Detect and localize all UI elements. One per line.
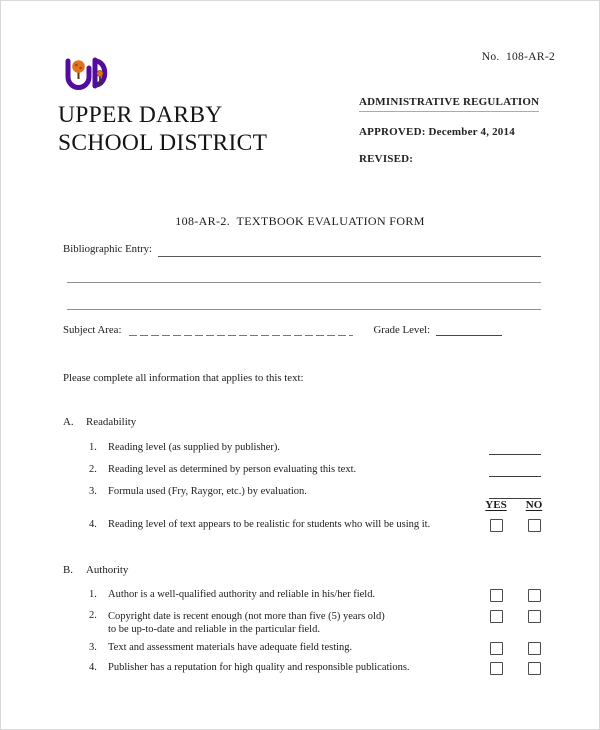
item-number: 1. [89, 589, 97, 600]
item-text: Text and assessment materials have adequate field testing. [108, 642, 353, 653]
district-name-line2: SCHOOL DISTRICT [58, 130, 268, 156]
no-checkbox[interactable] [528, 610, 541, 623]
item-text: Author is a well-qualified authority and reliable in his/her field. [108, 589, 376, 600]
answer-area [477, 442, 553, 455]
item-text: Reading level of text appears to be realistic for students who will be using it. [108, 519, 431, 530]
checkbox-cell [477, 610, 515, 623]
item-number: 3. [89, 642, 97, 653]
revised-label: REVISED: [359, 153, 414, 165]
item-number: 3. [89, 486, 97, 497]
item-number: 2. [89, 610, 97, 621]
district-name [58, 101, 267, 157]
regulation-info-block [359, 96, 539, 180]
yes-checkbox[interactable] [490, 642, 503, 655]
checkbox-cell [477, 519, 515, 532]
bibliographic-entry-line-3[interactable] [67, 309, 541, 310]
authority-item-3 [63, 642, 553, 655]
yes-column-label: YES [485, 499, 507, 511]
subject-grade-row [63, 322, 541, 336]
grade-level-label: Grade Level: [373, 324, 431, 336]
item-text-line2: to be up-to-date and reliable in the particular field. [108, 624, 320, 635]
bibliographic-entry-field[interactable] [158, 243, 541, 257]
no-checkbox[interactable] [528, 642, 541, 655]
approved-label: APPROVED: December 4, 2014 [359, 126, 515, 138]
item-text: Reading level as determined by person evaluating this text. [108, 464, 357, 475]
reading-level-evaluator-field[interactable] [489, 464, 541, 477]
checkbox-cell [515, 662, 553, 675]
readability-item-2 [63, 464, 553, 477]
bibliographic-entry-line-2[interactable] [67, 282, 541, 283]
checkbox-cell [515, 589, 553, 602]
subject-area-field[interactable] [129, 323, 353, 336]
item-text: Reading level (as supplied by publisher). [108, 442, 281, 453]
no-checkbox[interactable] [528, 589, 541, 602]
yes-no-cells [477, 499, 553, 511]
section-b-header [63, 564, 128, 576]
bibliographic-entry-label: Bibliographic Entry: [63, 243, 153, 255]
item-text-line1: Copyright date is recent enough (not more than five (5) years old) [108, 611, 385, 622]
no-checkbox[interactable] [528, 662, 541, 675]
bibliographic-entry-row [63, 243, 541, 257]
checkbox-cell [515, 642, 553, 655]
checkbox-cell [515, 519, 553, 532]
authority-item-1 [63, 589, 553, 602]
admin-regulation-label: ADMINISTRATIVE REGULATION [359, 96, 539, 112]
section-a-title: Readability [86, 416, 137, 428]
section-a-letter: A. [63, 416, 74, 428]
yes-checkbox[interactable] [490, 662, 503, 675]
yes-checkbox[interactable] [490, 519, 503, 532]
answer-area [477, 486, 553, 499]
checkbox-cell [477, 589, 515, 602]
ud-district-logo-icon [59, 55, 113, 101]
checkbox-cell [515, 610, 553, 623]
answer-area [477, 662, 553, 675]
answer-area [477, 610, 553, 623]
item-text: Publisher has a reputation for high quality and responsible publications. [108, 662, 410, 673]
yes-checkbox[interactable] [490, 610, 503, 623]
yes-checkbox[interactable] [490, 589, 503, 602]
grade-level-field[interactable] [436, 322, 502, 336]
section-a-header [63, 416, 136, 428]
authority-item-4 [63, 662, 553, 675]
checkbox-cell [477, 662, 515, 675]
answer-area [477, 519, 553, 532]
form-title: 108-AR-2. TEXTBOOK EVALUATION FORM [175, 214, 425, 228]
yes-no-column-header [63, 499, 553, 511]
formula-used-field[interactable] [489, 486, 541, 499]
item-number: 2. [89, 464, 97, 475]
instruction-text: Please complete all information that applies to this text: [63, 372, 304, 384]
item-number: 4. [89, 519, 97, 530]
item-text: Formula used (Fry, Raygor, etc.) by evaluation. [108, 486, 307, 497]
reading-level-publisher-field[interactable] [489, 442, 541, 455]
readability-item-4 [63, 519, 553, 532]
item-text [108, 610, 477, 636]
answer-area [477, 464, 553, 477]
answer-area [477, 642, 553, 655]
section-b-title: Authority [86, 564, 129, 576]
no-column-label: NO [525, 499, 543, 511]
answer-area [477, 589, 553, 602]
district-name-line1: UPPER DARBY [58, 102, 223, 128]
item-number: 1. [89, 442, 97, 453]
document-number: No. 108-AR-2 [481, 51, 555, 63]
item-number: 4. [89, 662, 97, 673]
checkbox-cell [477, 642, 515, 655]
subject-area-label: Subject Area: [63, 324, 122, 336]
authority-item-2 [63, 610, 553, 636]
section-b-letter: B. [63, 564, 73, 576]
readability-item-1 [63, 442, 553, 455]
no-checkbox[interactable] [528, 519, 541, 532]
readability-item-3 [63, 486, 553, 499]
